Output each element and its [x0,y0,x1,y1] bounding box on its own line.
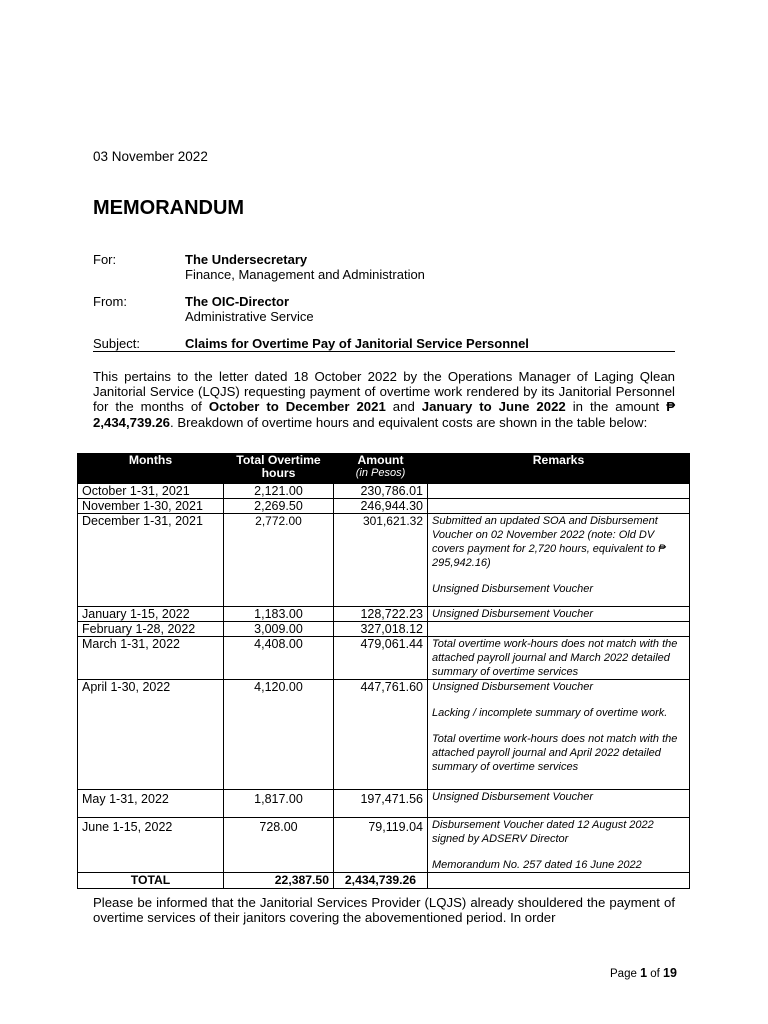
page-footer: Page 1 of 19 [610,966,677,980]
memo-title: MEMORANDUM [93,197,245,219]
from-name: The OIC-Director [185,294,290,309]
cell-month: October 1-31, 2021 [78,484,224,499]
header-amount: Amount (in Pesos) [334,454,428,484]
cell-amount: 479,061.44 [334,637,428,680]
cell-remarks [428,499,690,514]
table-row [78,680,690,790]
table-row [78,607,690,622]
total-remarks [428,873,690,889]
closing-paragraph: Please be informed that the Janitorial Services Provider (LQJS) already shouldered the payment of overtime services of their janitors covering the abovementioned period. In order [93,895,675,926]
for-office: Finance, Management and Administration [185,267,425,282]
total-hours: 22,387.50 [224,873,334,889]
header-remarks: Remarks [428,454,690,484]
subject-label: Subject: [93,336,140,351]
header-months: Months [78,454,224,484]
table-row [78,818,690,873]
from-label: From: [93,294,127,309]
cell-hours: 1,817.00 [224,790,334,818]
cell-month: January 1-15, 2022 [78,607,224,622]
cell-remarks: Unsigned Disbursement Voucher Lacking / incomplete summary of overtime work. Total overtime work-hours does not match with the attached payroll journal and April 2022 detailed summary of overtime services [428,680,690,790]
cell-amount: 128,722.23 [334,607,428,622]
cell-hours: 728.00 [224,818,334,873]
table-row [78,790,690,818]
header-amount-sub: (in Pesos) [355,467,406,479]
cell-remarks [428,484,690,499]
cell-month: April 1-30, 2022 [78,680,224,790]
cell-month: November 1-30, 2021 [78,499,224,514]
intro-paragraph: This pertains to the letter dated 18 October 2022 by the Operations Manager of Laging Qlean Janitorial Service (LQJS) requesting payment of overtime work rendered by its Janitorial Personnel for the months of October to December 2021 and January to June 2022 in the amount ₱ 2,434,739.26. Breakdown of overtime hours and equivalent costs are shown in the table below: [93,369,675,430]
table-row [78,499,690,514]
cell-month: June 1-15, 2022 [78,818,224,873]
from-office: Administrative Service [185,309,314,324]
total-amount: 2,434,739.26 [334,873,428,889]
table-total-row [78,873,690,889]
subject-text: Claims for Overtime Pay of Janitorial Service Personnel [185,336,529,351]
cell-hours: 2,772.00 [224,514,334,607]
cell-hours: 1,183.00 [224,607,334,622]
cell-hours: 4,408.00 [224,637,334,680]
total-label: TOTAL [78,873,224,889]
cell-hours: 3,009.00 [224,622,334,637]
table-row [78,514,690,607]
cell-amount: 246,944.30 [334,499,428,514]
cell-hours: 2,269.50 [224,499,334,514]
cell-hours: 2,121.00 [224,484,334,499]
cell-remarks: Total overtime work-hours does not match with the attached payroll journal and March 2022 detailed summary of overtime services [428,637,690,680]
cell-remarks: Unsigned Disbursement Voucher [428,790,690,818]
table-row [78,484,690,499]
cell-month: February 1-28, 2022 [78,622,224,637]
cell-remarks: Unsigned Disbursement Voucher [428,607,690,622]
table-header-row [78,454,690,484]
for-label: For: [93,252,117,267]
cell-month: March 1-31, 2022 [78,637,224,680]
table-row [78,622,690,637]
cell-amount: 447,761.60 [334,680,428,790]
cell-remarks [428,622,690,637]
overtime-table [77,453,690,889]
cell-month: December 1-31, 2021 [78,514,224,607]
table-row [78,637,690,680]
cell-remarks: Submitted an updated SOA and Disbursement Voucher on 02 November 2022 (note: Old DV covers payment for 2,720 hours, equivalent to ₱ 295,942.16) Unsigned Disbursement Voucher [428,514,690,607]
memo-date: 03 November 2022 [93,149,208,164]
for-name: The Undersecretary [185,252,308,267]
cell-amount: 79,119.04 [334,818,428,873]
header-hours: Total Overtime hours [224,454,334,484]
cell-amount: 327,018.12 [334,622,428,637]
cell-hours: 4,120.00 [224,680,334,790]
cell-remarks: Disbursement Voucher dated 12 August 2022 signed by ADSERV Director Memorandum No. 257 dated 16 June 2022 [428,818,690,873]
cell-amount: 230,786.01 [334,484,428,499]
cell-amount: 197,471.56 [334,790,428,818]
cell-month: May 1-31, 2022 [78,790,224,818]
subject-underline [93,351,675,352]
cell-amount: 301,621.32 [334,514,428,607]
